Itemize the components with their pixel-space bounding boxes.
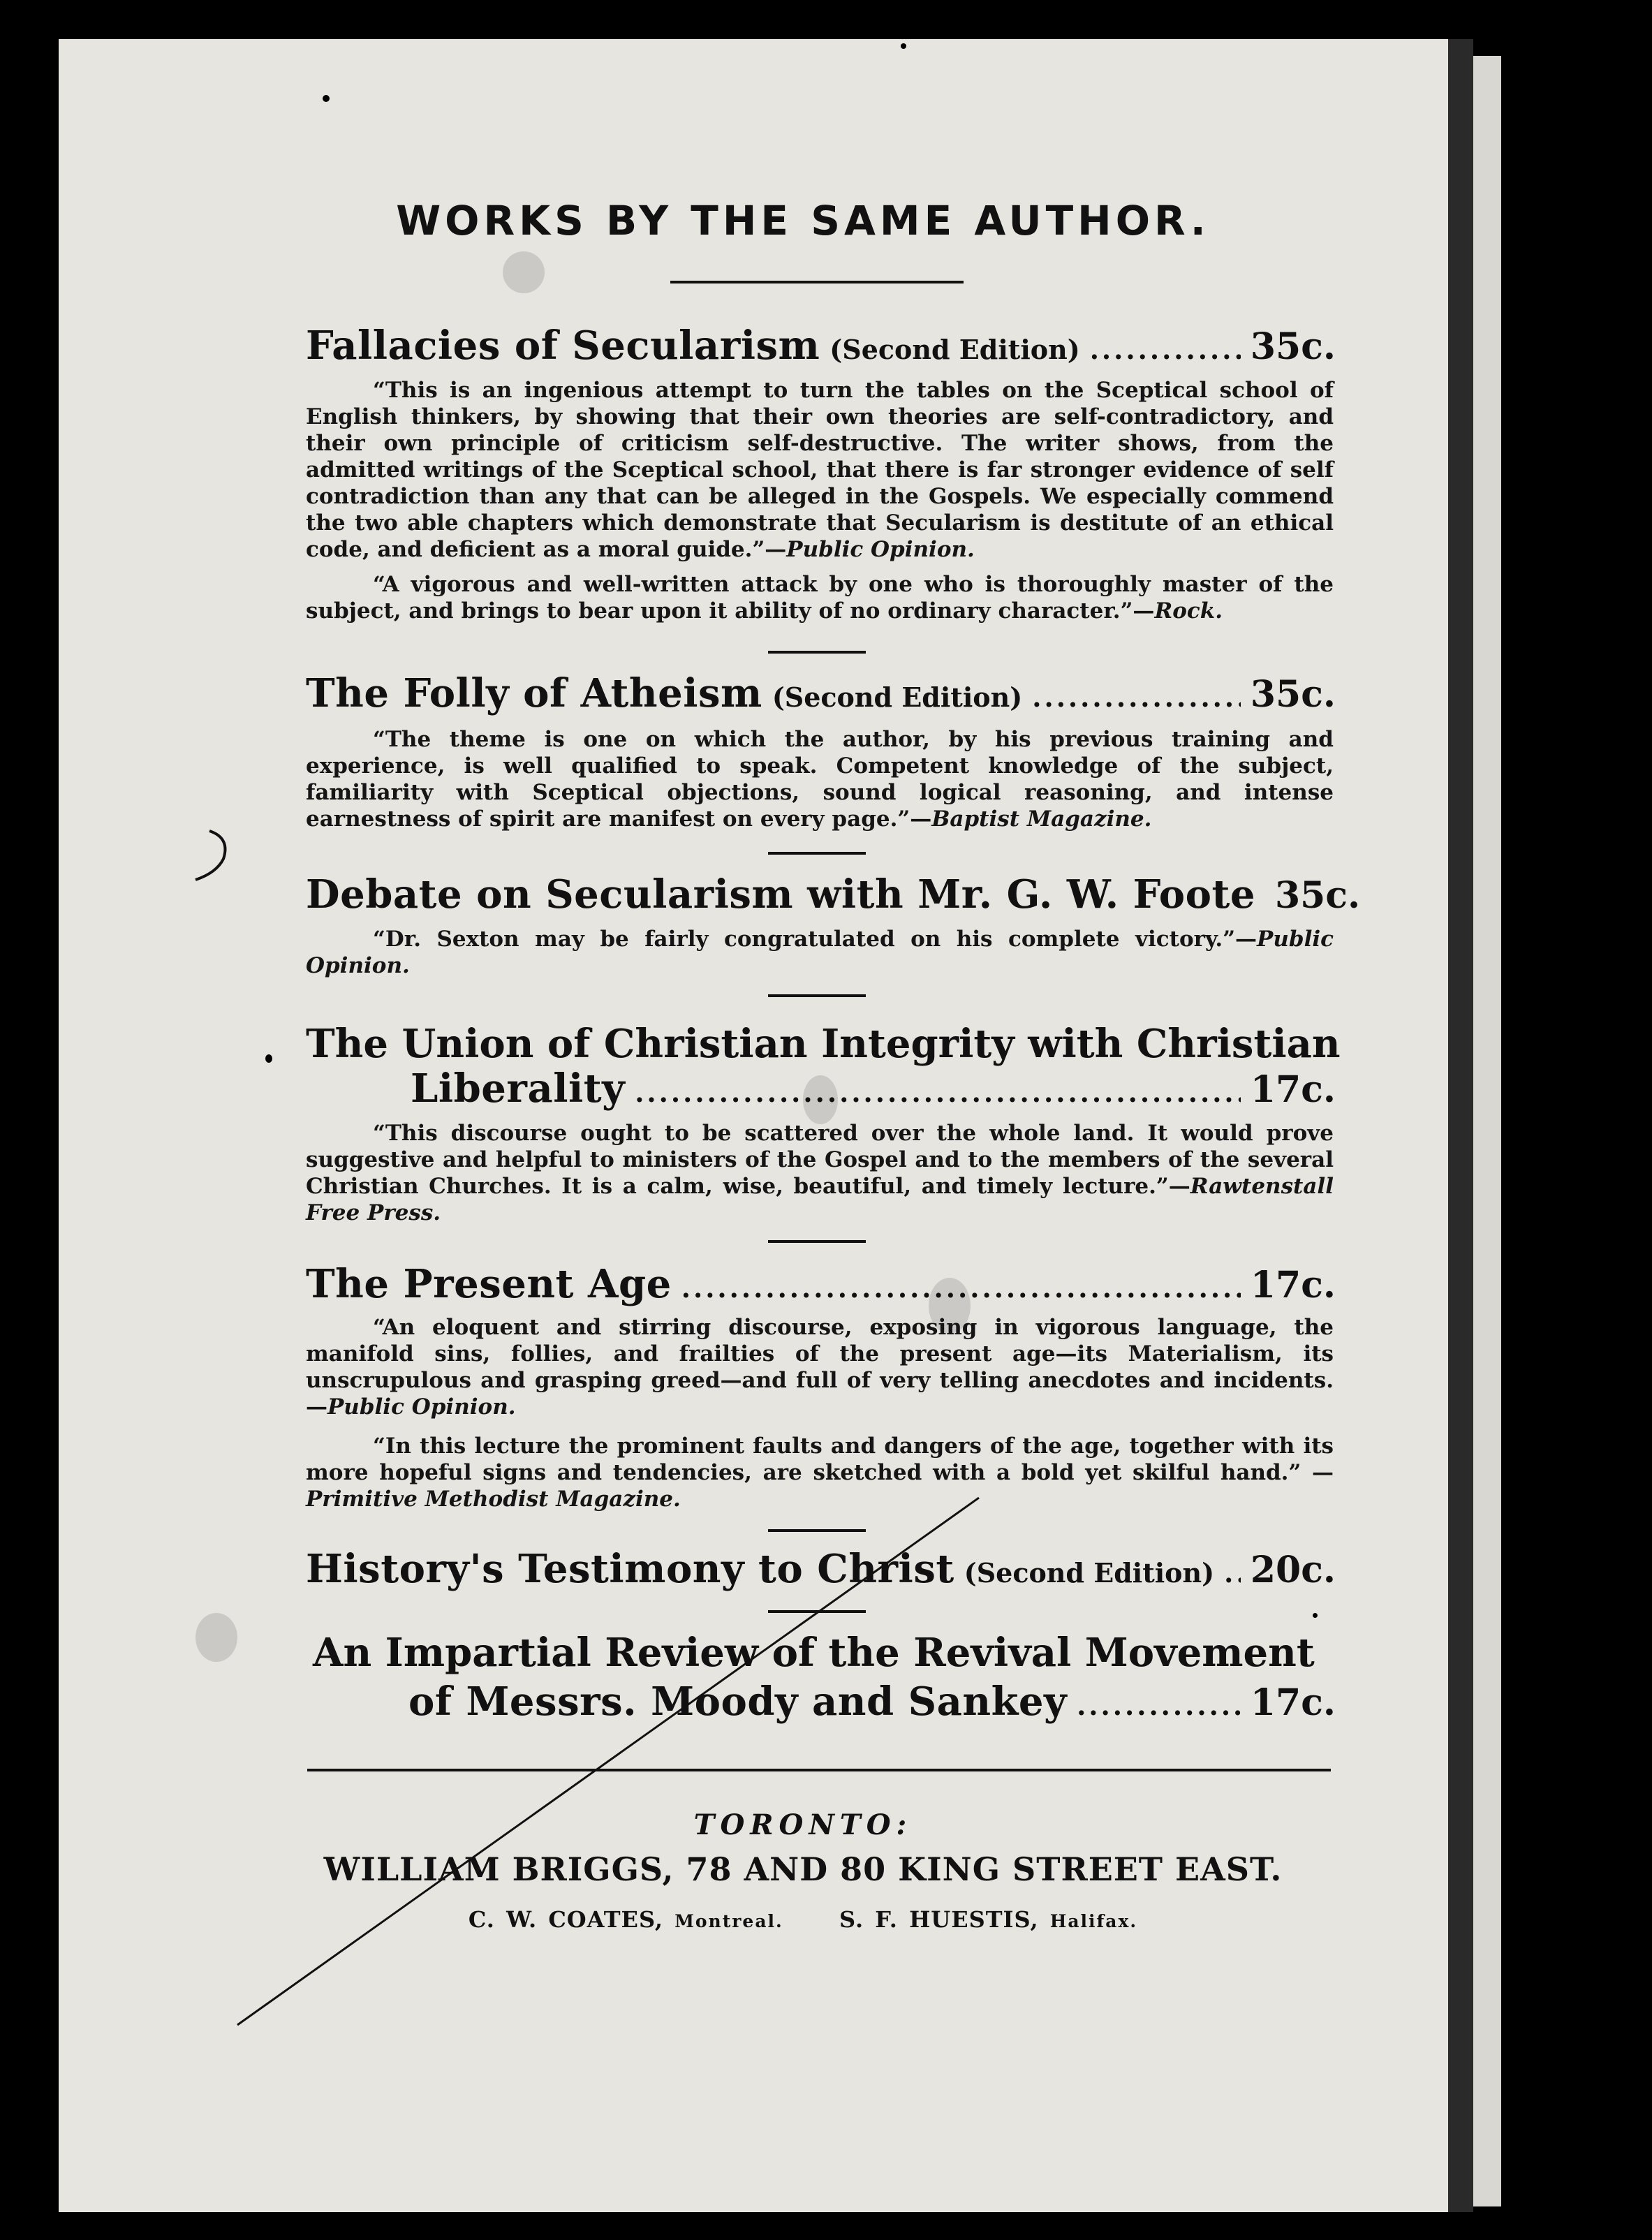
work-entry-history-testimony bbox=[306, 1546, 1336, 1592]
work-edition: (Second Edition) bbox=[772, 681, 1023, 713]
review-text: “A vigorous and well-written attack by one who is thoroughly master of the subject, and brings to bear upon it ability of no ordinary character.”— bbox=[306, 572, 1334, 624]
review-blurb bbox=[306, 1433, 1334, 1512]
work-title-continued: Liberality bbox=[411, 1066, 626, 1112]
work-price: 17c. bbox=[1250, 1264, 1336, 1306]
section-rule bbox=[768, 994, 866, 997]
review-source: Public Opinion. bbox=[306, 927, 1334, 978]
imprint-rule bbox=[307, 1769, 1331, 1771]
review-text: “An eloquent and stirring discourse, exposing in vigorous language, the manifold sins, follies, and frailties of the present age—its Materialism, its unscrupulous and grasping greed—and full of very telling anecdotes and incidents.— bbox=[306, 1315, 1334, 1420]
section-rule bbox=[768, 1610, 866, 1613]
work-price: 35c. bbox=[1274, 874, 1361, 917]
work-title: History's Testimony to Christ bbox=[306, 1546, 954, 1592]
leader-dots bbox=[1077, 1690, 1241, 1721]
review-source: Rawtenstall Free Press. bbox=[306, 1174, 1334, 1225]
review-source: Rock. bbox=[1154, 598, 1223, 624]
leader-dots bbox=[1032, 681, 1241, 713]
work-title: Debate on Secularism with Mr. G. W. Foote bbox=[306, 871, 1255, 918]
leader-dots bbox=[635, 1077, 1241, 1108]
work-price: 35c. bbox=[1250, 325, 1336, 368]
work-price: 20c. bbox=[1250, 1549, 1336, 1591]
leader-dots bbox=[1224, 1557, 1241, 1589]
work-title: The Union of Christian Integrity with Christian bbox=[306, 1021, 1341, 1067]
review-text: “Dr. Sexton may be fairly congratulated on his complete victory.”— bbox=[373, 927, 1258, 952]
work-title: The Folly of Atheism bbox=[306, 670, 762, 716]
work-price: 17c. bbox=[1250, 1068, 1336, 1111]
section-rule bbox=[768, 1529, 866, 1532]
review-source: Primitive Methodist Magazine. bbox=[306, 1487, 681, 1512]
work-title: The Present Age bbox=[306, 1261, 672, 1307]
heading-rule bbox=[670, 281, 964, 283]
review-blurb bbox=[306, 726, 1334, 832]
review-blurb bbox=[306, 1314, 1334, 1420]
margin-pencil-mark bbox=[196, 831, 226, 880]
work-edition: (Second Edition) bbox=[964, 1557, 1215, 1589]
work-entry-debate bbox=[306, 871, 1361, 918]
page-heading: WORKS BY THE SAME AUTHOR. bbox=[396, 197, 1210, 244]
leader-dots bbox=[1090, 334, 1241, 365]
agent-name: S. F. HUESTIS, bbox=[839, 1906, 1039, 1933]
section-rule bbox=[768, 651, 866, 654]
review-text: “This discourse ought to be scattered over the whole land. It would prove suggestive and helpful to ministers of the Gospel and to the members of the several Christian Churches. It is a calm, wise, beautiful, and timely lecture.”— bbox=[306, 1121, 1334, 1199]
work-title: An Impartial Review of the Revival Movement bbox=[313, 1630, 1315, 1676]
review-blurb bbox=[306, 926, 1334, 979]
work-entry-folly-atheism bbox=[306, 670, 1336, 716]
review-blurb bbox=[306, 377, 1334, 563]
review-source: Public Opinion. bbox=[327, 1394, 516, 1420]
work-entry-impartial-review bbox=[408, 1679, 1336, 1725]
review-source: Public Opinion. bbox=[786, 537, 975, 562]
review-text: “In this lecture the prominent faults and dangers of the age, together with its more hopeful signs and tendencies, are sketched with a bold yet skilful hand.” — bbox=[306, 1434, 1334, 1485]
agent-name: C. W. COATES, bbox=[468, 1906, 664, 1933]
agent-city: Halifax. bbox=[1049, 1911, 1138, 1931]
work-price: 17c. bbox=[1250, 1681, 1336, 1724]
review-blurb bbox=[306, 1120, 1334, 1226]
review-text: “The theme is one on which the author, by his previous training and experience, is well qualified to speak. Competent knowledge of the subject, familiarity with Sceptical objections, sound logical reasoning, and intense earnestness of spirit are manifest on every page.”— bbox=[306, 727, 1334, 832]
work-entry-present-age bbox=[306, 1261, 1336, 1307]
leader-dots bbox=[681, 1272, 1241, 1304]
imprint-publisher: WILLIAM BRIGGS, 78 AND 80 KING STREET EAST. bbox=[323, 1850, 1283, 1888]
imprint-city: TORONTO: bbox=[693, 1808, 913, 1841]
work-entry-fallacies bbox=[306, 323, 1336, 369]
section-rule bbox=[768, 852, 866, 855]
agent-city: Montreal. bbox=[674, 1911, 783, 1931]
work-title-continued: of Messrs. Moody and Sankey bbox=[408, 1679, 1068, 1725]
work-title: Fallacies of Secularism bbox=[306, 323, 820, 369]
review-source: Baptist Magazine. bbox=[931, 806, 1152, 832]
work-entry-union bbox=[411, 1066, 1336, 1112]
work-price: 35c. bbox=[1250, 673, 1336, 716]
imprint-agents bbox=[0, 1906, 1606, 1933]
section-rule bbox=[768, 1240, 866, 1243]
review-text: “This is an ingenious attempt to turn the tables on the Sceptical school of English thinkers, by showing that their own theories are self-contradictory, and their own principle of criticism self-destructive. The writer shows, from the admitted writings of the Sceptical school, that there is far stronger evidence of self contradiction than any that can be alleged in the Gospels. We especially commend the two able chapters which demonstrate that Secularism is destitute of an ethical code, and deficient as a moral guide.”— bbox=[306, 378, 1334, 562]
work-edition: (Second Edition) bbox=[829, 334, 1080, 365]
review-blurb bbox=[306, 571, 1334, 624]
